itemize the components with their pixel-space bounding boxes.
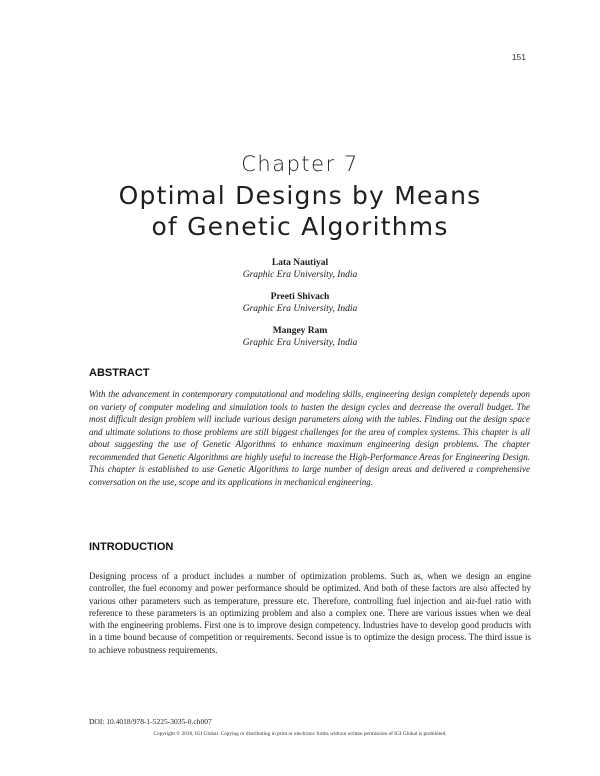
abstract-body: With the advancement in contemporary computational and modeling skills, engineering design completely depends upon on variety of computer modeling and simulation tools to hasten the design cycles and decrease the overall budget. The most difficult design problem will include various design parameters along with the tables. Finding out the design space and ultimate solutions to those problems are still biggest challenges for the area of complex systems. This chapter is all about suggesting the use of Genetic Algorithms to enhance maximum engineering design problems. The chapter recommended that Genetic Algorithms are highly useful to increase the High-Performance Areas for Engineering Design. This chapter is established to use Genetic Algorithms to large number of design areas and delivered a comprehensive conversation on the use, scope and its applications in mechanical engineering. [89, 389, 530, 487]
author-name: Mangey Ram [272, 326, 328, 336]
chapter-title-line-1: Optimal Designs by Means [118, 181, 482, 210]
author-affiliation: Graphic Era University, India [242, 338, 358, 348]
abstract-heading: ABSTRACT [89, 367, 150, 379]
author-block [0, 325, 600, 349]
chapter-title [0, 180, 600, 242]
author-name: Preeti Shivach [270, 292, 330, 302]
chapter-title-line-2: of Genetic Algorithms [151, 212, 449, 241]
copyright-notice: Copyright © 2018, IGI Global. Copying or distributing in print or electronic forms without written permission of IGI Global is prohibited. [153, 731, 447, 737]
introduction-heading: INTRODUCTION [89, 541, 174, 553]
author-affiliation: Graphic Era University, India [242, 270, 358, 280]
introduction-body: Designing process of a product includes a number of optimization problems. Such as, when we design an engine controller, the fuel economy and power performance should be optimized. And both of these factors are also affected by various other parameters such as temperature, pressure etc. Therefore, controlling fuel injection and air-fuel ratio with reference to these parameters is an optimizing problem and also a complex one. There are various issues when we deal with the engineering problems. First one is to improve design competency. Industries have to develop good products with in a time bound because of competition or requirements. Second issue is to optimize the design process. The third issue is to achieve robustness requirements. [89, 571, 531, 655]
author-name: Lata Nautiyal [271, 258, 329, 268]
chapter-label: Chapter 7 [241, 152, 359, 176]
author-affiliation: Graphic Era University, India [242, 304, 358, 314]
author-block [0, 291, 600, 315]
page-number: 151 [511, 52, 526, 62]
author-block [0, 257, 600, 281]
doi-line: DOI: 10.4018/978-1-5225-3035-0.ch007 [89, 717, 212, 726]
